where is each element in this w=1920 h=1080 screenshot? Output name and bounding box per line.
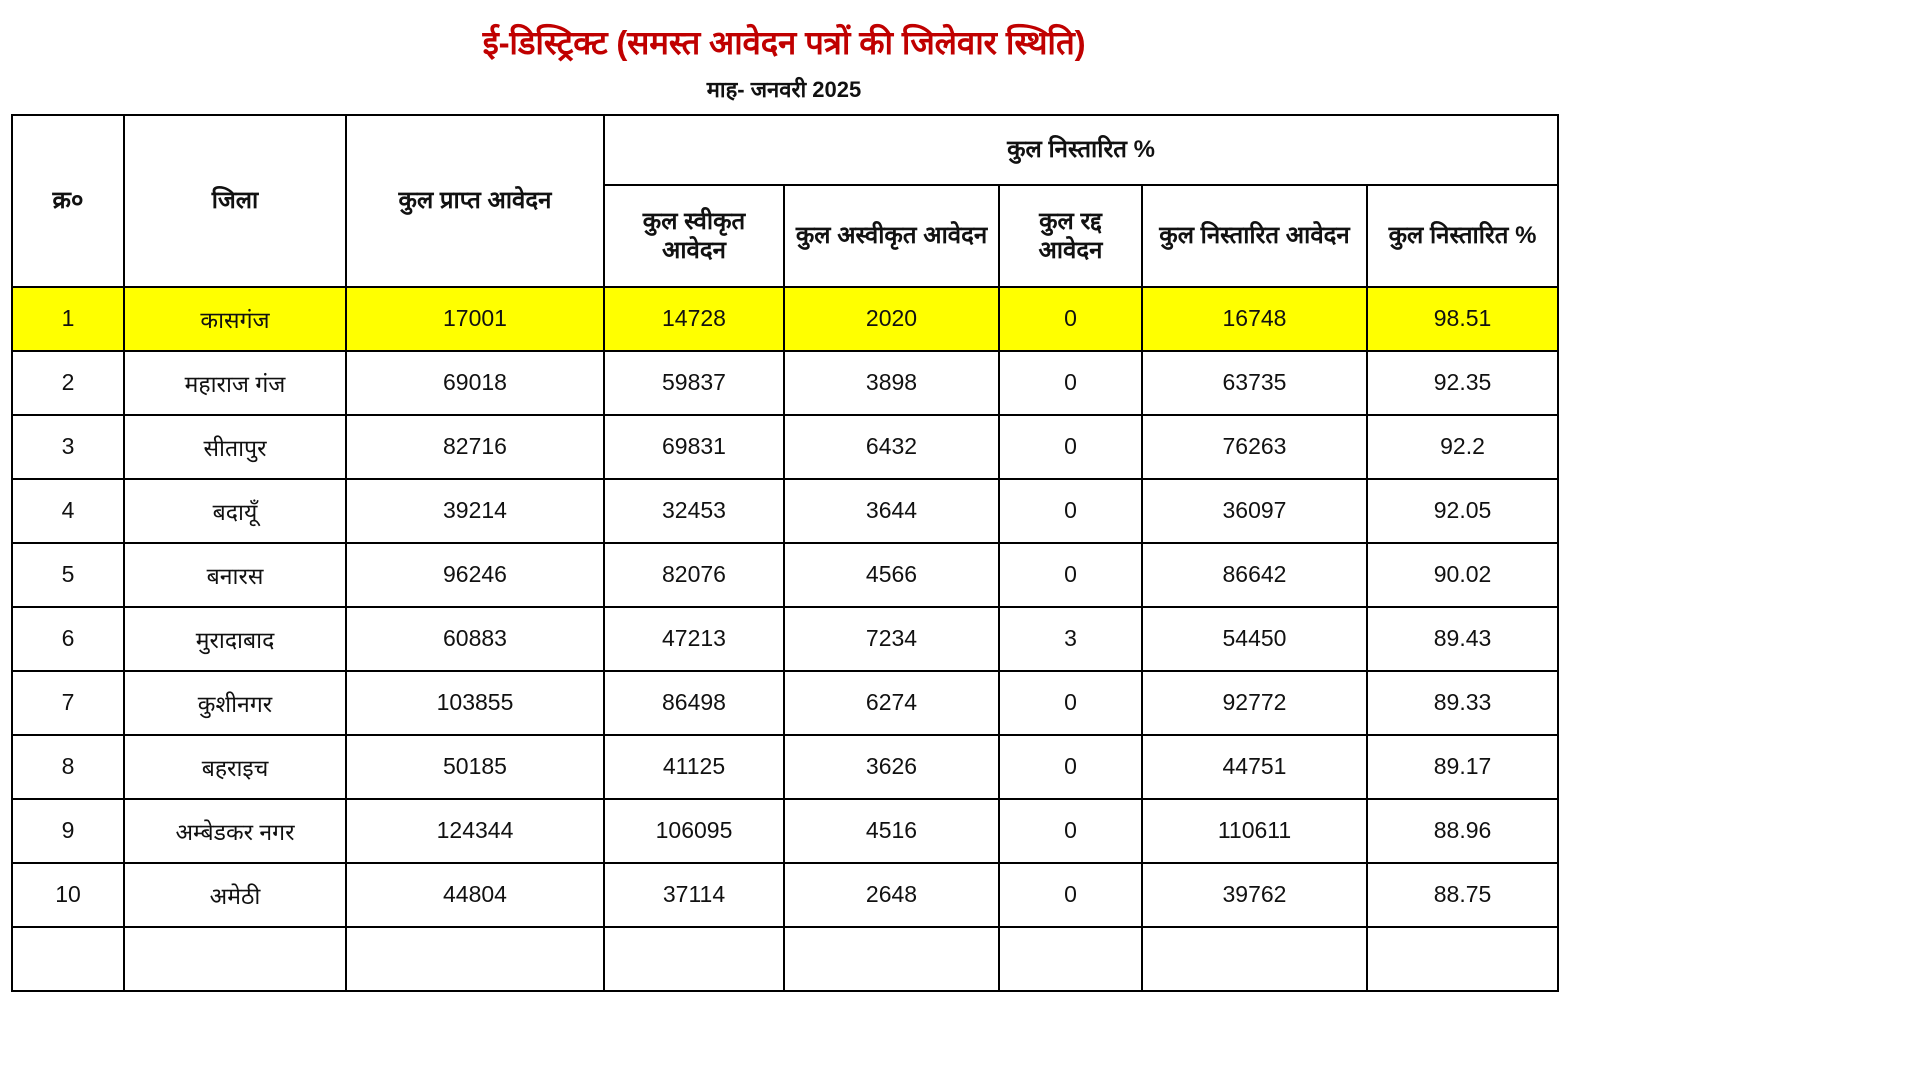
cell-serial: 7 xyxy=(12,671,124,735)
cell-total-rejected: 4516 xyxy=(784,799,999,863)
cell-disposed-percent: 92.35 xyxy=(1367,351,1558,415)
col-header-disposed-percent: कुल निस्तारित % xyxy=(1367,185,1558,287)
col-header-total-approved: कुल स्वीकृत आवेदन xyxy=(604,185,784,287)
cell-total-approved: 69831 xyxy=(604,415,784,479)
cell-total-rejected: 6432 xyxy=(784,415,999,479)
cell-total-cancelled: 0 xyxy=(999,287,1142,351)
cell-district: मुरादाबाद xyxy=(124,607,346,671)
table-row[interactable] xyxy=(12,351,1558,415)
cell-total-approved: 37114 xyxy=(604,863,784,927)
cell-total-disposed: 86642 xyxy=(1142,543,1367,607)
cell-disposed-percent: 98.51 xyxy=(1367,287,1558,351)
cell-disposed-percent: 90.02 xyxy=(1367,543,1558,607)
cell-total-received xyxy=(346,927,604,991)
cell-serial xyxy=(12,927,124,991)
cell-total-cancelled: 0 xyxy=(999,799,1142,863)
page-title: ई-डिस्ट्रिक्ट (समस्त आवेदन पत्रों की जिलेवार स्थिति) xyxy=(482,24,1086,61)
cell-total-received: 44804 xyxy=(346,863,604,927)
cell-total-rejected: 7234 xyxy=(784,607,999,671)
cell-serial: 1 xyxy=(12,287,124,351)
cell-total-approved: 47213 xyxy=(604,607,784,671)
table-header-group-row xyxy=(12,115,1558,185)
cell-district: बनारस xyxy=(124,543,346,607)
cell-total-cancelled: 0 xyxy=(999,479,1142,543)
cell-total-disposed: 16748 xyxy=(1142,287,1367,351)
cell-total-cancelled: 0 xyxy=(999,543,1142,607)
cell-total-rejected: 3644 xyxy=(784,479,999,543)
col-header-serial: क्र० xyxy=(12,115,124,287)
cell-disposed-percent: 88.96 xyxy=(1367,799,1558,863)
table-row[interactable] xyxy=(12,671,1558,735)
cell-serial: 6 xyxy=(12,607,124,671)
col-header-district: जिला xyxy=(124,115,346,287)
cell-disposed-percent: 89.33 xyxy=(1367,671,1558,735)
cell-disposed-percent: 88.75 xyxy=(1367,863,1558,927)
cell-total-received: 103855 xyxy=(346,671,604,735)
cell-total-cancelled: 0 xyxy=(999,671,1142,735)
cell-total-rejected: 6274 xyxy=(784,671,999,735)
cell-total-received: 50185 xyxy=(346,735,604,799)
col-header-total-rejected: कुल अस्वीकृत आवेदन xyxy=(784,185,999,287)
cell-total-cancelled: 0 xyxy=(999,863,1142,927)
cell-total-disposed: 39762 xyxy=(1142,863,1367,927)
cell-total-approved: 14728 xyxy=(604,287,784,351)
cell-serial: 9 xyxy=(12,799,124,863)
cell-disposed-percent: 92.2 xyxy=(1367,415,1558,479)
col-header-total-disposed: कुल निस्तारित आवेदन xyxy=(1142,185,1367,287)
col-header-total-cancelled: कुल रद्द आवेदन xyxy=(999,185,1142,287)
cell-total-cancelled: 0 xyxy=(999,415,1142,479)
cell-total-rejected: 2648 xyxy=(784,863,999,927)
cell-disposed-percent: 89.43 xyxy=(1367,607,1558,671)
cell-district: कासगंज xyxy=(124,287,346,351)
cell-serial: 2 xyxy=(12,351,124,415)
cell-total-disposed: 54450 xyxy=(1142,607,1367,671)
cell-total-received: 82716 xyxy=(346,415,604,479)
cell-total-approved: 86498 xyxy=(604,671,784,735)
table-row[interactable] xyxy=(12,799,1558,863)
cell-total-disposed: 36097 xyxy=(1142,479,1367,543)
table-row[interactable] xyxy=(12,479,1558,543)
cell-total-received: 39214 xyxy=(346,479,604,543)
cell-total-received: 96246 xyxy=(346,543,604,607)
cell-total-cancelled: 3 xyxy=(999,607,1142,671)
cell-total-disposed: 44751 xyxy=(1142,735,1367,799)
cell-total-received: 124344 xyxy=(346,799,604,863)
cell-total-approved xyxy=(604,927,784,991)
cell-total-approved: 41125 xyxy=(604,735,784,799)
table-row[interactable] xyxy=(12,927,1558,991)
cell-district: महाराज गंज xyxy=(124,351,346,415)
cell-total-approved: 59837 xyxy=(604,351,784,415)
cell-district: बदायूँ xyxy=(124,479,346,543)
cell-disposed-percent: 92.05 xyxy=(1367,479,1558,543)
cell-serial: 4 xyxy=(12,479,124,543)
report-period-subtitle: माह- जनवरी 2025 xyxy=(706,76,862,102)
cell-serial: 10 xyxy=(12,863,124,927)
cell-total-rejected: 3626 xyxy=(784,735,999,799)
cell-total-disposed: 110611 xyxy=(1142,799,1367,863)
cell-district: सीतापुर xyxy=(124,415,346,479)
cell-total-disposed: 92772 xyxy=(1142,671,1367,735)
cell-district: अम्बेडकर नगर xyxy=(124,799,346,863)
cell-total-cancelled: 0 xyxy=(999,735,1142,799)
cell-total-rejected: 2020 xyxy=(784,287,999,351)
table-header xyxy=(12,115,1558,287)
cell-district: अमेठी xyxy=(124,863,346,927)
table-row[interactable] xyxy=(12,607,1558,671)
table-row[interactable] xyxy=(12,863,1558,927)
cell-serial: 5 xyxy=(12,543,124,607)
cell-serial: 8 xyxy=(12,735,124,799)
table-row[interactable] xyxy=(12,415,1558,479)
col-header-total-received: कुल प्राप्त आवेदन xyxy=(346,115,604,287)
table-row[interactable] xyxy=(12,287,1558,351)
cell-total-cancelled: 0 xyxy=(999,351,1142,415)
cell-total-disposed: 76263 xyxy=(1142,415,1367,479)
cell-disposed-percent xyxy=(1367,927,1558,991)
cell-total-approved: 82076 xyxy=(604,543,784,607)
cell-district: बहराइच xyxy=(124,735,346,799)
cell-disposed-percent: 89.17 xyxy=(1367,735,1558,799)
cell-total-cancelled xyxy=(999,927,1142,991)
table-row[interactable] xyxy=(12,735,1558,799)
table-body xyxy=(12,287,1558,991)
cell-total-received: 17001 xyxy=(346,287,604,351)
cell-total-rejected: 3898 xyxy=(784,351,999,415)
cell-serial: 3 xyxy=(12,415,124,479)
cell-total-disposed: 63735 xyxy=(1142,351,1367,415)
cell-total-disposed xyxy=(1142,927,1367,991)
col-header-group-disposed-pct: कुल निस्तारित % xyxy=(604,115,1558,185)
cell-total-approved: 32453 xyxy=(604,479,784,543)
cell-total-rejected: 4566 xyxy=(784,543,999,607)
table-row[interactable] xyxy=(12,543,1558,607)
district-status-table xyxy=(11,114,1559,992)
cell-total-approved: 106095 xyxy=(604,799,784,863)
cell-total-received: 69018 xyxy=(346,351,604,415)
cell-total-received: 60883 xyxy=(346,607,604,671)
cell-district: कुशीनगर xyxy=(124,671,346,735)
cell-total-rejected xyxy=(784,927,999,991)
cell-district xyxy=(124,927,346,991)
